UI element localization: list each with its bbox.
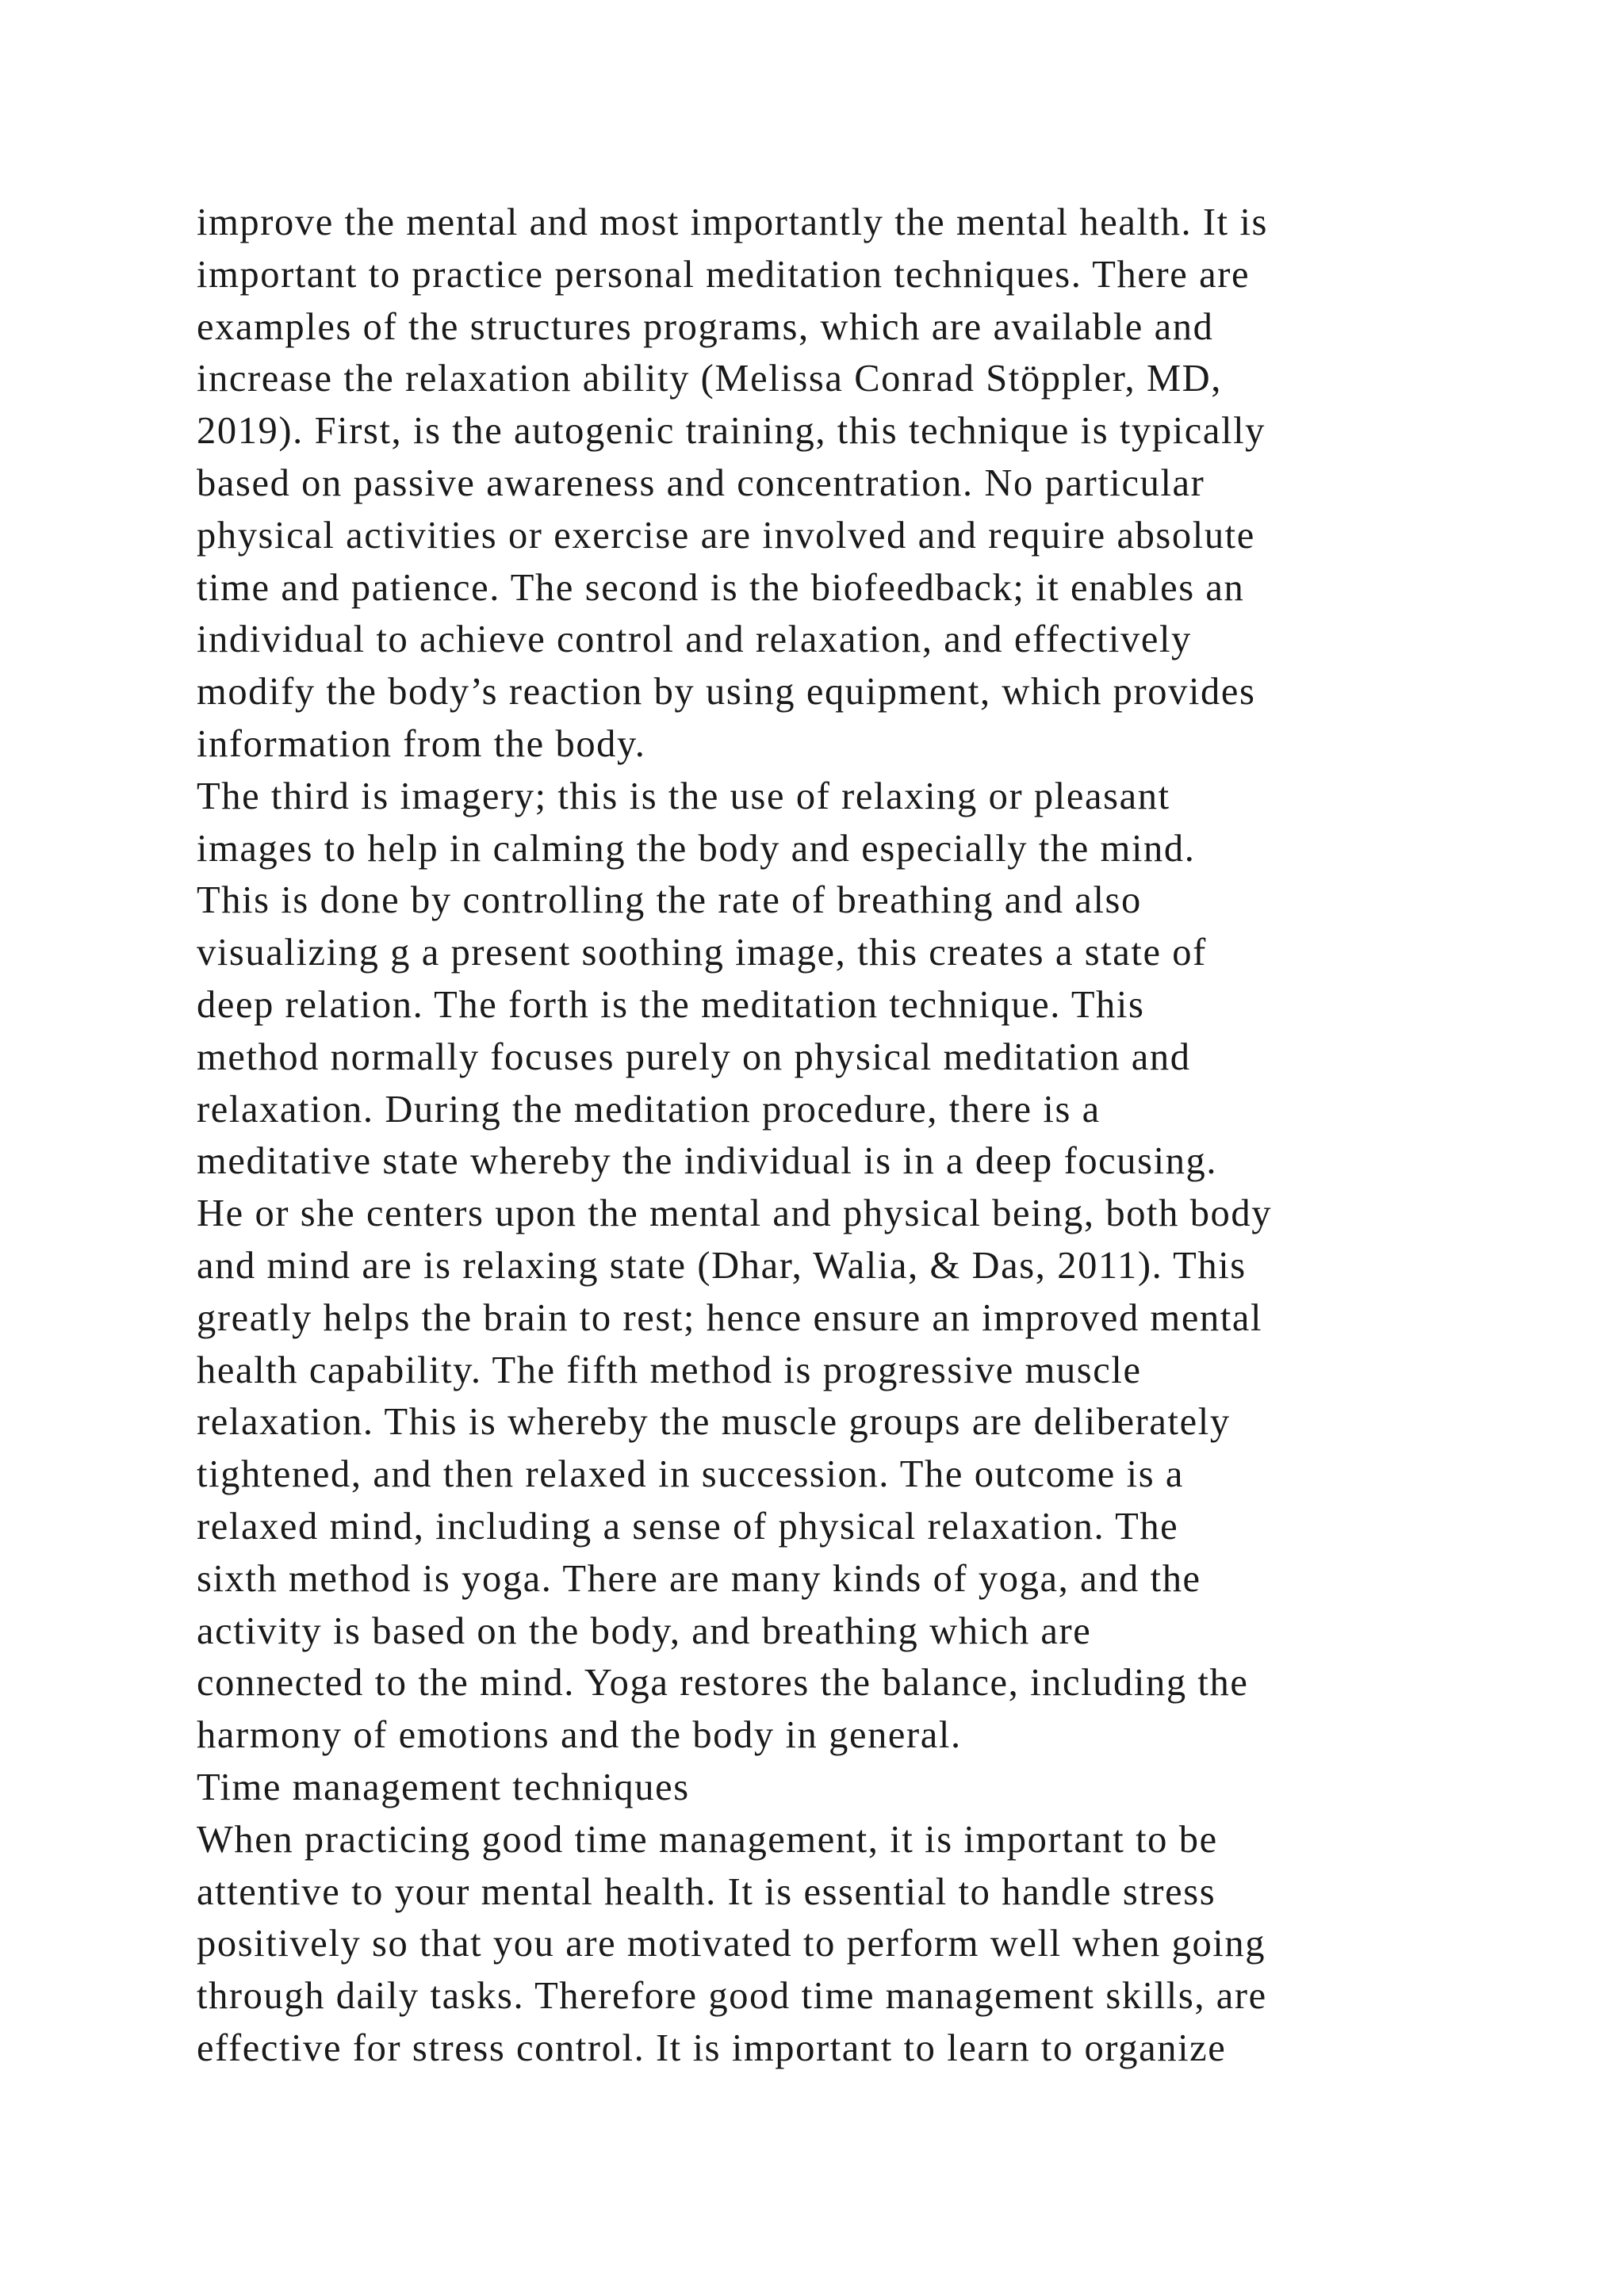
text-line: improve the mental and most importantly the mental health. It is bbox=[197, 201, 1268, 243]
text-line: important to practice personal meditation techniques. There are bbox=[197, 253, 1251, 296]
text-line: time and patience. The second is the biofeedback; it enables an bbox=[197, 566, 1245, 609]
text-line: positively so that you are motivated to perform well when going bbox=[197, 1923, 1266, 1965]
text-line: deep relation. The forth is the meditation technique. This bbox=[197, 983, 1145, 1026]
text-line: relaxed mind, including a sense of physical relaxation. The bbox=[197, 1505, 1179, 1548]
section-heading: Time management techniques bbox=[197, 1766, 690, 1808]
text-line: based on passive awareness and concentration. No particular bbox=[197, 461, 1205, 504]
text-line: physical activities or exercise are involved and require absolute bbox=[197, 514, 1255, 557]
text-line: effective for stress control. It is important to learn to organize bbox=[197, 2026, 1227, 2069]
body-text bbox=[197, 197, 1497, 2075]
text-line: modify the body’s reaction by using equipment, which provides bbox=[197, 671, 1256, 714]
text-line: examples of the structures programs, which are available and bbox=[197, 305, 1214, 348]
text-line: visualizing g a present soothing image, this creates a state of bbox=[197, 932, 1207, 974]
text-line: and mind are is relaxing state (Dhar, Walia, & Das, 2011). This bbox=[197, 1244, 1247, 1287]
text-line: 2019). First, is the autogenic training, this technique is typically bbox=[197, 410, 1266, 453]
text-line: When practicing good time management, it is important to be bbox=[197, 1818, 1218, 1861]
text-line: tightened, and then relaxed in succession. The outcome is a bbox=[197, 1453, 1185, 1496]
text-line: method normally focuses purely on physical meditation and bbox=[197, 1035, 1191, 1078]
text-line: increase the relaxation ability (Melissa Conrad Stöppler, MD, bbox=[197, 358, 1223, 400]
text-line: through daily tasks. Therefore good time management skills, are bbox=[197, 1975, 1267, 2018]
text-line: relaxation. This is whereby the muscle groups are deliberately bbox=[197, 1401, 1231, 1444]
text-line: relaxation. During the meditation procedure, there is a bbox=[197, 1088, 1101, 1131]
text-line: harmony of emotions and the body in general. bbox=[197, 1714, 962, 1757]
text-line: This is done by controlling the rate of breathing and also bbox=[197, 879, 1142, 922]
text-line: information from the body. bbox=[197, 722, 646, 765]
text-line: health capability. The fifth method is progressive muscle bbox=[197, 1349, 1142, 1391]
text-line: images to help in calming the body and especially the mind. bbox=[197, 827, 1196, 870]
text-line: activity is based on the body, and breathing which are bbox=[197, 1609, 1092, 1652]
text-line: He or she centers upon the mental and physical being, both body bbox=[197, 1192, 1273, 1235]
text-line: attentive to your mental health. It is essential to handle stress bbox=[197, 1870, 1216, 1913]
text-line: individual to achieve control and relaxation, and effectively bbox=[197, 618, 1192, 661]
text-line: meditative state whereby the individual is in a deep focusing. bbox=[197, 1140, 1218, 1183]
text-line: greatly helps the brain to rest; hence ensure an improved mental bbox=[197, 1296, 1263, 1339]
text-line: connected to the mind. Yoga restores the balance, including the bbox=[197, 1662, 1249, 1705]
text-line: The third is imagery; this is the use of relaxing or pleasant bbox=[197, 775, 1170, 817]
text-line: sixth method is yoga. There are many kinds of yoga, and the bbox=[197, 1557, 1201, 1600]
